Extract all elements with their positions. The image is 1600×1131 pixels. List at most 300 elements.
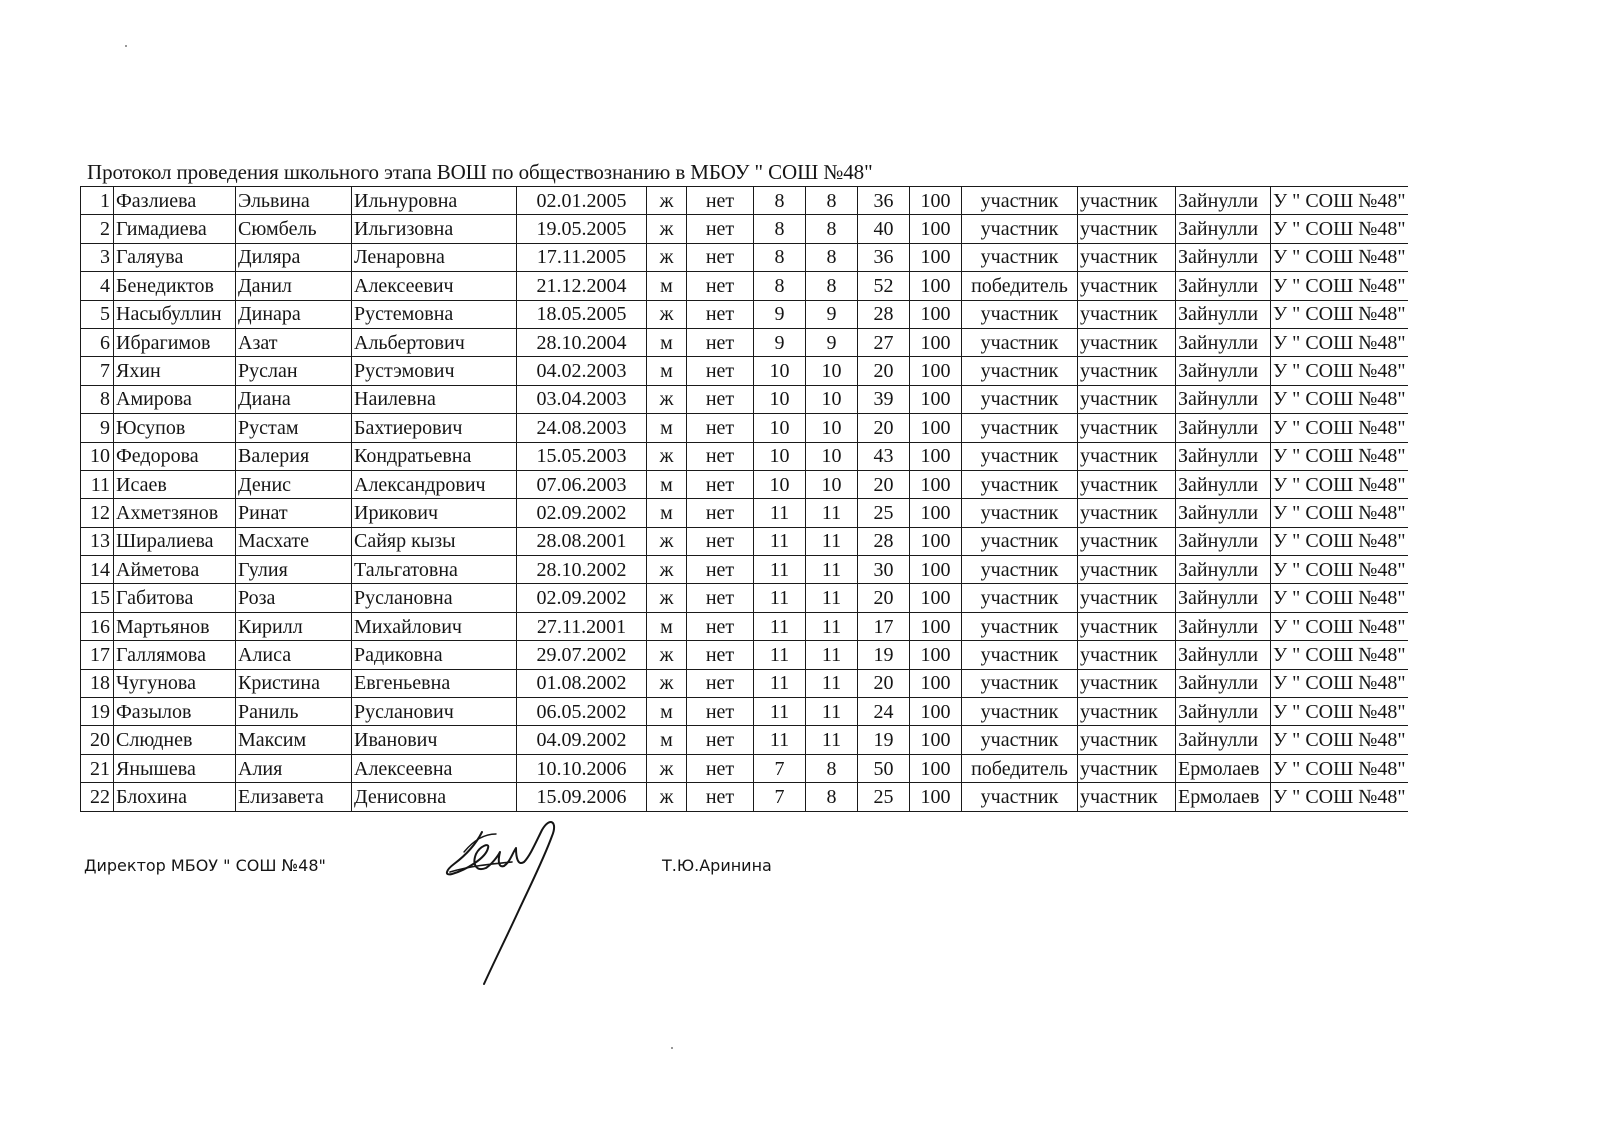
cell-surname: Слюднев bbox=[114, 726, 236, 754]
cell-row-number: 8 bbox=[81, 385, 114, 413]
cell-gender: м bbox=[647, 698, 687, 726]
cell-school: У " СОШ №48" bbox=[1271, 584, 1408, 612]
cell-surname: Мартьянов bbox=[114, 612, 236, 640]
scan-speck bbox=[125, 45, 127, 47]
cell-status: участник bbox=[962, 357, 1078, 385]
cell-participation-grade: 11 bbox=[806, 499, 858, 527]
cell-surname: Чугунова bbox=[114, 669, 236, 697]
cell-score: 28 bbox=[858, 300, 910, 328]
cell-surname: Галлямова bbox=[114, 641, 236, 669]
cell-status: участник bbox=[962, 499, 1078, 527]
cell-score: 40 bbox=[858, 215, 910, 243]
cell-disability: нет bbox=[687, 698, 754, 726]
cell-disability: нет bbox=[687, 641, 754, 669]
cell-first-name: Руслан bbox=[236, 357, 352, 385]
cell-score: 36 bbox=[858, 243, 910, 271]
cell-row-number: 14 bbox=[81, 556, 114, 584]
cell-gender: ж bbox=[647, 754, 687, 782]
cell-patronymic: Ильнуровна bbox=[352, 187, 517, 215]
cell-gender: ж bbox=[647, 556, 687, 584]
table-row bbox=[81, 641, 1408, 669]
cell-first-name: Диана bbox=[236, 385, 352, 413]
cell-participation-grade: 10 bbox=[806, 357, 858, 385]
cell-surname: Блохина bbox=[114, 783, 236, 811]
cell-score: 50 bbox=[858, 754, 910, 782]
cell-disability: нет bbox=[687, 584, 754, 612]
cell-surname: Бенедиктов bbox=[114, 272, 236, 300]
cell-school: У " СОШ №48" bbox=[1271, 726, 1408, 754]
cell-score: 52 bbox=[858, 272, 910, 300]
cell-row-number: 13 bbox=[81, 527, 114, 555]
cell-status-municipal: участник bbox=[1078, 783, 1176, 811]
cell-first-name: Кирилл bbox=[236, 612, 352, 640]
cell-status: участник bbox=[962, 783, 1078, 811]
cell-patronymic: Кондратьевна bbox=[352, 442, 517, 470]
cell-school: У " СОШ №48" bbox=[1271, 243, 1408, 271]
cell-status: участник bbox=[962, 215, 1078, 243]
cell-surname: Габитова bbox=[114, 584, 236, 612]
cell-teacher: Зайнулли bbox=[1176, 442, 1271, 470]
cell-status-municipal: участник bbox=[1078, 698, 1176, 726]
cell-patronymic: Евгеньевна bbox=[352, 669, 517, 697]
cell-max-score: 100 bbox=[910, 414, 962, 442]
cell-score: 19 bbox=[858, 726, 910, 754]
cell-teacher: Зайнулли bbox=[1176, 357, 1271, 385]
cell-grade: 8 bbox=[754, 243, 806, 271]
cell-disability: нет bbox=[687, 215, 754, 243]
cell-disability: нет bbox=[687, 187, 754, 215]
cell-status-municipal: участник bbox=[1078, 328, 1176, 356]
cell-participation-grade: 10 bbox=[806, 442, 858, 470]
table-row bbox=[81, 357, 1408, 385]
cell-status-municipal: участник bbox=[1078, 556, 1176, 584]
cell-grade: 11 bbox=[754, 584, 806, 612]
cell-first-name: Валерия bbox=[236, 442, 352, 470]
cell-disability: нет bbox=[687, 527, 754, 555]
cell-status-municipal: участник bbox=[1078, 243, 1176, 271]
cell-surname: Гимадиева bbox=[114, 215, 236, 243]
cell-teacher: Зайнулли bbox=[1176, 187, 1271, 215]
cell-participation-grade: 11 bbox=[806, 584, 858, 612]
cell-row-number: 10 bbox=[81, 442, 114, 470]
cell-birth-date: 02.09.2002 bbox=[517, 584, 647, 612]
cell-surname: Ибрагимов bbox=[114, 328, 236, 356]
cell-gender: ж bbox=[647, 300, 687, 328]
cell-school: У " СОШ №48" bbox=[1271, 669, 1408, 697]
cell-score: 19 bbox=[858, 641, 910, 669]
cell-score: 39 bbox=[858, 385, 910, 413]
cell-teacher: Зайнулли bbox=[1176, 669, 1271, 697]
cell-school: У " СОШ №48" bbox=[1271, 499, 1408, 527]
cell-status-municipal: участник bbox=[1078, 442, 1176, 470]
cell-row-number: 6 bbox=[81, 328, 114, 356]
cell-row-number: 4 bbox=[81, 272, 114, 300]
cell-grade: 10 bbox=[754, 357, 806, 385]
cell-row-number: 22 bbox=[81, 783, 114, 811]
cell-patronymic: Денисовна bbox=[352, 783, 517, 811]
cell-max-score: 100 bbox=[910, 726, 962, 754]
cell-status-municipal: участник bbox=[1078, 357, 1176, 385]
cell-max-score: 100 bbox=[910, 612, 962, 640]
cell-disability: нет bbox=[687, 328, 754, 356]
cell-score: 27 bbox=[858, 328, 910, 356]
cell-first-name: Азат bbox=[236, 328, 352, 356]
cell-gender: ж bbox=[647, 584, 687, 612]
cell-gender: м bbox=[647, 612, 687, 640]
cell-disability: нет bbox=[687, 556, 754, 584]
cell-patronymic: Радиковна bbox=[352, 641, 517, 669]
cell-status: участник bbox=[962, 187, 1078, 215]
cell-patronymic: Ирикович bbox=[352, 499, 517, 527]
cell-school: У " СОШ №48" bbox=[1271, 641, 1408, 669]
cell-status: участник bbox=[962, 612, 1078, 640]
cell-school: У " СОШ №48" bbox=[1271, 754, 1408, 782]
cell-school: У " СОШ №48" bbox=[1271, 272, 1408, 300]
cell-row-number: 3 bbox=[81, 243, 114, 271]
cell-max-score: 100 bbox=[910, 243, 962, 271]
cell-score: 20 bbox=[858, 669, 910, 697]
cell-surname: Галяува bbox=[114, 243, 236, 271]
cell-status: участник bbox=[962, 300, 1078, 328]
cell-disability: нет bbox=[687, 726, 754, 754]
cell-teacher: Зайнулли bbox=[1176, 612, 1271, 640]
results-table-body bbox=[81, 187, 1408, 812]
cell-patronymic: Алексеевич bbox=[352, 272, 517, 300]
cell-surname: Яхин bbox=[114, 357, 236, 385]
cell-teacher: Зайнулли bbox=[1176, 215, 1271, 243]
cell-status: участник bbox=[962, 584, 1078, 612]
cell-grade: 10 bbox=[754, 385, 806, 413]
cell-first-name: Эльвина bbox=[236, 187, 352, 215]
cell-grade: 11 bbox=[754, 726, 806, 754]
cell-max-score: 100 bbox=[910, 187, 962, 215]
cell-first-name: Денис bbox=[236, 470, 352, 498]
table-row bbox=[81, 669, 1408, 697]
table-row bbox=[81, 556, 1408, 584]
cell-gender: ж bbox=[647, 187, 687, 215]
cell-gender: ж bbox=[647, 243, 687, 271]
cell-first-name: Динара bbox=[236, 300, 352, 328]
cell-status-municipal: участник bbox=[1078, 499, 1176, 527]
cell-birth-date: 04.02.2003 bbox=[517, 357, 647, 385]
cell-teacher: Ермолаев bbox=[1176, 754, 1271, 782]
cell-gender: ж bbox=[647, 527, 687, 555]
cell-max-score: 100 bbox=[910, 328, 962, 356]
cell-surname: Янышева bbox=[114, 754, 236, 782]
cell-gender: ж bbox=[647, 669, 687, 697]
cell-patronymic: Александрович bbox=[352, 470, 517, 498]
table-row bbox=[81, 584, 1408, 612]
cell-score: 24 bbox=[858, 698, 910, 726]
cell-max-score: 100 bbox=[910, 754, 962, 782]
cell-disability: нет bbox=[687, 783, 754, 811]
cell-gender: м bbox=[647, 357, 687, 385]
cell-status: участник bbox=[962, 243, 1078, 271]
table-row bbox=[81, 442, 1408, 470]
cell-disability: нет bbox=[687, 385, 754, 413]
cell-max-score: 100 bbox=[910, 698, 962, 726]
cell-participation-grade: 11 bbox=[806, 726, 858, 754]
cell-surname: Исаев bbox=[114, 470, 236, 498]
cell-first-name: Данил bbox=[236, 272, 352, 300]
cell-participation-grade: 10 bbox=[806, 414, 858, 442]
cell-participation-grade: 10 bbox=[806, 385, 858, 413]
results-table-container bbox=[80, 186, 1408, 812]
cell-max-score: 100 bbox=[910, 272, 962, 300]
cell-surname: Насыбуллин bbox=[114, 300, 236, 328]
cell-gender: ж bbox=[647, 442, 687, 470]
cell-birth-date: 15.09.2006 bbox=[517, 783, 647, 811]
cell-birth-date: 04.09.2002 bbox=[517, 726, 647, 754]
cell-surname: Фазылов bbox=[114, 698, 236, 726]
cell-max-score: 100 bbox=[910, 783, 962, 811]
cell-birth-date: 02.01.2005 bbox=[517, 187, 647, 215]
cell-max-score: 100 bbox=[910, 300, 962, 328]
cell-patronymic: Руслановна bbox=[352, 584, 517, 612]
cell-first-name: Сюмбель bbox=[236, 215, 352, 243]
cell-status-municipal: участник bbox=[1078, 187, 1176, 215]
cell-grade: 8 bbox=[754, 187, 806, 215]
cell-disability: нет bbox=[687, 669, 754, 697]
cell-row-number: 19 bbox=[81, 698, 114, 726]
cell-teacher: Зайнулли bbox=[1176, 641, 1271, 669]
cell-teacher: Зайнулли bbox=[1176, 527, 1271, 555]
cell-grade: 10 bbox=[754, 442, 806, 470]
cell-birth-date: 28.10.2004 bbox=[517, 328, 647, 356]
cell-surname: Амирова bbox=[114, 385, 236, 413]
cell-teacher: Зайнулли bbox=[1176, 272, 1271, 300]
cell-row-number: 11 bbox=[81, 470, 114, 498]
cell-status-municipal: участник bbox=[1078, 726, 1176, 754]
cell-disability: нет bbox=[687, 612, 754, 640]
table-row bbox=[81, 385, 1408, 413]
cell-score: 17 bbox=[858, 612, 910, 640]
cell-row-number: 21 bbox=[81, 754, 114, 782]
cell-status-municipal: участник bbox=[1078, 612, 1176, 640]
cell-row-number: 1 bbox=[81, 187, 114, 215]
cell-surname: Федорова bbox=[114, 442, 236, 470]
cell-status-municipal: участник bbox=[1078, 584, 1176, 612]
cell-birth-date: 19.05.2005 bbox=[517, 215, 647, 243]
cell-status-municipal: участник bbox=[1078, 641, 1176, 669]
cell-status: участник bbox=[962, 470, 1078, 498]
cell-teacher: Ермолаев bbox=[1176, 783, 1271, 811]
director-name: Т.Ю.Аринина bbox=[662, 856, 772, 875]
cell-score: 28 bbox=[858, 527, 910, 555]
table-row bbox=[81, 612, 1408, 640]
cell-disability: нет bbox=[687, 754, 754, 782]
cell-max-score: 100 bbox=[910, 669, 962, 697]
table-row bbox=[81, 527, 1408, 555]
cell-first-name: Раниль bbox=[236, 698, 352, 726]
cell-participation-grade: 11 bbox=[806, 698, 858, 726]
table-row bbox=[81, 187, 1408, 215]
cell-participation-grade: 11 bbox=[806, 527, 858, 555]
cell-patronymic: Рустэмович bbox=[352, 357, 517, 385]
cell-school: У " СОШ №48" bbox=[1271, 783, 1408, 811]
cell-gender: м bbox=[647, 726, 687, 754]
cell-birth-date: 24.08.2003 bbox=[517, 414, 647, 442]
cell-school: У " СОШ №48" bbox=[1271, 470, 1408, 498]
cell-score: 30 bbox=[858, 556, 910, 584]
cell-max-score: 100 bbox=[910, 357, 962, 385]
cell-disability: нет bbox=[687, 357, 754, 385]
cell-status: участник bbox=[962, 669, 1078, 697]
cell-first-name: Максим bbox=[236, 726, 352, 754]
cell-school: У " СОШ №48" bbox=[1271, 556, 1408, 584]
table-row bbox=[81, 414, 1408, 442]
cell-grade: 11 bbox=[754, 527, 806, 555]
cell-gender: ж bbox=[647, 783, 687, 811]
cell-participation-grade: 8 bbox=[806, 187, 858, 215]
cell-score: 25 bbox=[858, 499, 910, 527]
cell-patronymic: Михайлович bbox=[352, 612, 517, 640]
cell-birth-date: 07.06.2003 bbox=[517, 470, 647, 498]
cell-school: У " СОШ №48" bbox=[1271, 215, 1408, 243]
cell-teacher: Зайнулли bbox=[1176, 385, 1271, 413]
cell-max-score: 100 bbox=[910, 215, 962, 243]
cell-patronymic: Иванович bbox=[352, 726, 517, 754]
table-row bbox=[81, 300, 1408, 328]
cell-score: 43 bbox=[858, 442, 910, 470]
cell-participation-grade: 10 bbox=[806, 470, 858, 498]
cell-gender: м bbox=[647, 414, 687, 442]
cell-first-name: Елизавета bbox=[236, 783, 352, 811]
cell-teacher: Зайнулли bbox=[1176, 243, 1271, 271]
cell-grade: 10 bbox=[754, 414, 806, 442]
cell-patronymic: Ильгизовна bbox=[352, 215, 517, 243]
cell-first-name: Рустам bbox=[236, 414, 352, 442]
cell-school: У " СОШ №48" bbox=[1271, 698, 1408, 726]
cell-surname: Фазлиева bbox=[114, 187, 236, 215]
cell-birth-date: 01.08.2002 bbox=[517, 669, 647, 697]
cell-grade: 7 bbox=[754, 754, 806, 782]
cell-grade: 11 bbox=[754, 641, 806, 669]
cell-score: 20 bbox=[858, 414, 910, 442]
cell-grade: 7 bbox=[754, 783, 806, 811]
cell-first-name: Алиса bbox=[236, 641, 352, 669]
cell-birth-date: 03.04.2003 bbox=[517, 385, 647, 413]
cell-max-score: 100 bbox=[910, 470, 962, 498]
cell-grade: 11 bbox=[754, 556, 806, 584]
cell-status-municipal: участник bbox=[1078, 414, 1176, 442]
cell-status: участник bbox=[962, 527, 1078, 555]
cell-score: 36 bbox=[858, 187, 910, 215]
cell-birth-date: 28.10.2002 bbox=[517, 556, 647, 584]
cell-max-score: 100 bbox=[910, 527, 962, 555]
cell-score: 20 bbox=[858, 584, 910, 612]
cell-first-name: Гулия bbox=[236, 556, 352, 584]
cell-status: участник bbox=[962, 556, 1078, 584]
cell-birth-date: 17.11.2005 bbox=[517, 243, 647, 271]
cell-birth-date: 15.05.2003 bbox=[517, 442, 647, 470]
cell-gender: м bbox=[647, 328, 687, 356]
cell-status: участник bbox=[962, 328, 1078, 356]
cell-patronymic: Бахтиерович bbox=[352, 414, 517, 442]
cell-participation-grade: 11 bbox=[806, 556, 858, 584]
cell-max-score: 100 bbox=[910, 641, 962, 669]
cell-teacher: Зайнулли bbox=[1176, 499, 1271, 527]
table-row bbox=[81, 272, 1408, 300]
cell-row-number: 2 bbox=[81, 215, 114, 243]
scan-speck bbox=[671, 1047, 673, 1049]
document-title: Протокол проведения школьного этапа ВОШ по обществознанию в МБОУ " СОШ №48" bbox=[87, 160, 873, 184]
cell-grade: 11 bbox=[754, 612, 806, 640]
cell-school: У " СОШ №48" bbox=[1271, 357, 1408, 385]
cell-birth-date: 21.12.2004 bbox=[517, 272, 647, 300]
cell-teacher: Зайнулли bbox=[1176, 584, 1271, 612]
results-table bbox=[80, 186, 1408, 812]
cell-gender: м bbox=[647, 499, 687, 527]
cell-disability: нет bbox=[687, 470, 754, 498]
cell-status-municipal: участник bbox=[1078, 470, 1176, 498]
cell-patronymic: Рустемовна bbox=[352, 300, 517, 328]
cell-participation-grade: 11 bbox=[806, 612, 858, 640]
cell-surname: Айметова bbox=[114, 556, 236, 584]
cell-disability: нет bbox=[687, 243, 754, 271]
cell-teacher: Зайнулли bbox=[1176, 300, 1271, 328]
cell-grade: 9 bbox=[754, 328, 806, 356]
cell-school: У " СОШ №48" bbox=[1271, 527, 1408, 555]
cell-birth-date: 29.07.2002 bbox=[517, 641, 647, 669]
cell-surname: Юсупов bbox=[114, 414, 236, 442]
cell-score: 20 bbox=[858, 357, 910, 385]
cell-score: 25 bbox=[858, 783, 910, 811]
cell-status-municipal: участник bbox=[1078, 215, 1176, 243]
table-row bbox=[81, 243, 1408, 271]
cell-grade: 8 bbox=[754, 215, 806, 243]
cell-status: участник bbox=[962, 414, 1078, 442]
cell-first-name: Ринат bbox=[236, 499, 352, 527]
cell-participation-grade: 8 bbox=[806, 243, 858, 271]
cell-grade: 11 bbox=[754, 698, 806, 726]
cell-patronymic: Русланович bbox=[352, 698, 517, 726]
table-row bbox=[81, 783, 1408, 811]
cell-first-name: Роза bbox=[236, 584, 352, 612]
cell-patronymic: Тальгатовна bbox=[352, 556, 517, 584]
cell-status: участник bbox=[962, 698, 1078, 726]
cell-patronymic: Ленаровна bbox=[352, 243, 517, 271]
cell-disability: нет bbox=[687, 414, 754, 442]
cell-school: У " СОШ №48" bbox=[1271, 328, 1408, 356]
table-row bbox=[81, 499, 1408, 527]
cell-patronymic: Наилевна bbox=[352, 385, 517, 413]
cell-birth-date: 28.08.2001 bbox=[517, 527, 647, 555]
table-row bbox=[81, 328, 1408, 356]
cell-max-score: 100 bbox=[910, 499, 962, 527]
cell-birth-date: 06.05.2002 bbox=[517, 698, 647, 726]
cell-participation-grade: 11 bbox=[806, 641, 858, 669]
cell-status-municipal: участник bbox=[1078, 385, 1176, 413]
cell-row-number: 20 bbox=[81, 726, 114, 754]
table-row bbox=[81, 470, 1408, 498]
cell-status: участник bbox=[962, 641, 1078, 669]
cell-status-municipal: участник bbox=[1078, 669, 1176, 697]
cell-first-name: Алия bbox=[236, 754, 352, 782]
cell-grade: 11 bbox=[754, 669, 806, 697]
cell-row-number: 18 bbox=[81, 669, 114, 697]
cell-grade: 8 bbox=[754, 272, 806, 300]
cell-status: победитель bbox=[962, 754, 1078, 782]
cell-first-name: Масхате bbox=[236, 527, 352, 555]
cell-row-number: 15 bbox=[81, 584, 114, 612]
cell-patronymic: Алексеевна bbox=[352, 754, 517, 782]
cell-participation-grade: 8 bbox=[806, 272, 858, 300]
cell-gender: ж bbox=[647, 215, 687, 243]
cell-birth-date: 10.10.2006 bbox=[517, 754, 647, 782]
cell-gender: ж bbox=[647, 641, 687, 669]
cell-school: У " СОШ №48" bbox=[1271, 612, 1408, 640]
